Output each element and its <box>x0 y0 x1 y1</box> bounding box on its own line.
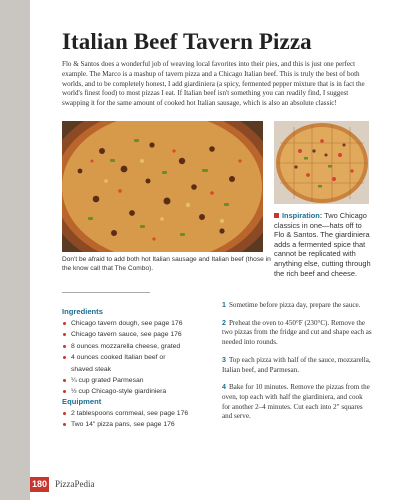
photo-caption: Don't be afraid to add both hot Italian sausage and Italian beef (those in the know call that The Combo). <box>62 256 271 272</box>
bullet-icon <box>63 412 66 415</box>
list-item: Two 14" pizza pans, see page 176 <box>62 419 212 430</box>
step-number: 4 <box>222 383 226 392</box>
pizza-photo-side <box>274 121 369 204</box>
bullet-icon <box>63 345 66 348</box>
book-name: PizzaPedia <box>55 479 95 489</box>
bullet-icon <box>63 390 66 393</box>
step-4 <box>222 383 372 422</box>
bullet-icon <box>63 322 66 325</box>
inspiration-label: Inspiration: <box>282 211 323 220</box>
inspiration-text: Two Chicago classics in one—hats off to Flo & Santos. The giardiniera adds a fermented spice that cannot be replicated with anything else, cutting through the rich beef and cheese. <box>274 211 371 278</box>
bullet-icon <box>63 333 66 336</box>
list-item: 4 ounces cooked Italian beef or <box>62 352 212 363</box>
section-divider <box>62 292 150 293</box>
equipment-list <box>62 408 212 431</box>
list-item: 2 tablespoons cornmeal, see page 176 <box>62 408 212 419</box>
pizza-photo-side-image <box>274 121 369 204</box>
step-number: 3 <box>222 355 226 364</box>
step-3 <box>222 356 372 375</box>
method-steps <box>222 301 372 430</box>
bullet-icon <box>63 379 66 382</box>
ingredients-heading: Ingredients <box>62 307 103 316</box>
list-item: Chicago tavern dough, see page 176 <box>62 318 212 329</box>
bullet-icon <box>63 423 66 426</box>
pizza-photo-main <box>62 121 263 252</box>
step-1 <box>222 301 372 311</box>
step-text: Preheat the oven to 450°F (230°C). Remove the two pizzas from the fridge and cut and shape each as needed into rounds. <box>222 318 372 347</box>
page-number: 180 <box>31 479 48 489</box>
list-item: ¼ cup grated Parmesan <box>62 375 212 386</box>
step-number: 1 <box>222 301 226 309</box>
step-text: Top each pizza with half of the sauce, mozzarella, Italian beef, and Parmesan. <box>222 355 371 374</box>
inspiration-note <box>274 211 374 278</box>
pizza-photo-main-image <box>62 121 263 252</box>
step-text: Sometime before pizza day, prepare the sauce. <box>228 301 361 309</box>
recipe-title: Italian Beef Tavern Pizza <box>62 29 312 54</box>
intro-paragraph: Flo & Santos does a wonderful job of weaving local favorites into their pies, and this is just one perfect example. The Marco is a mashup of tavern pizza and a Chicago Italian beef. This is truly the best of both worlds, and to be completely honest, I add giardiniera (a spicy, fermented pepper mixture that is in fact the world's finest food) to most pizzas I eat. If Italian beef isn't something you can readily find, I suggest swapping it for the same amount of cooked hot Italian sausage, which is also an absolute classic! <box>62 60 365 108</box>
square-bullet-icon <box>274 213 279 218</box>
list-item: 8 ounces mozzarella cheese, grated <box>62 341 212 352</box>
step-number: 2 <box>222 318 226 327</box>
step-text: Bake for 10 minutes. Remove the pizzas from the oven, top each with half the giardiniera, and cook for another 2–4 minutes. Cut each into 2" squares and serve. <box>222 383 370 421</box>
list-item: Chicago tavern sauce, see page 176 <box>62 329 212 340</box>
step-2 <box>222 319 372 348</box>
ingredients-list <box>62 318 212 398</box>
page-margin-band <box>0 0 30 500</box>
list-item: ½ cup Chicago-style giardiniera <box>62 386 212 397</box>
list-item-continuation: shaved steak <box>71 365 112 373</box>
bullet-icon <box>63 356 66 359</box>
equipment-heading: Equipment <box>62 397 102 406</box>
